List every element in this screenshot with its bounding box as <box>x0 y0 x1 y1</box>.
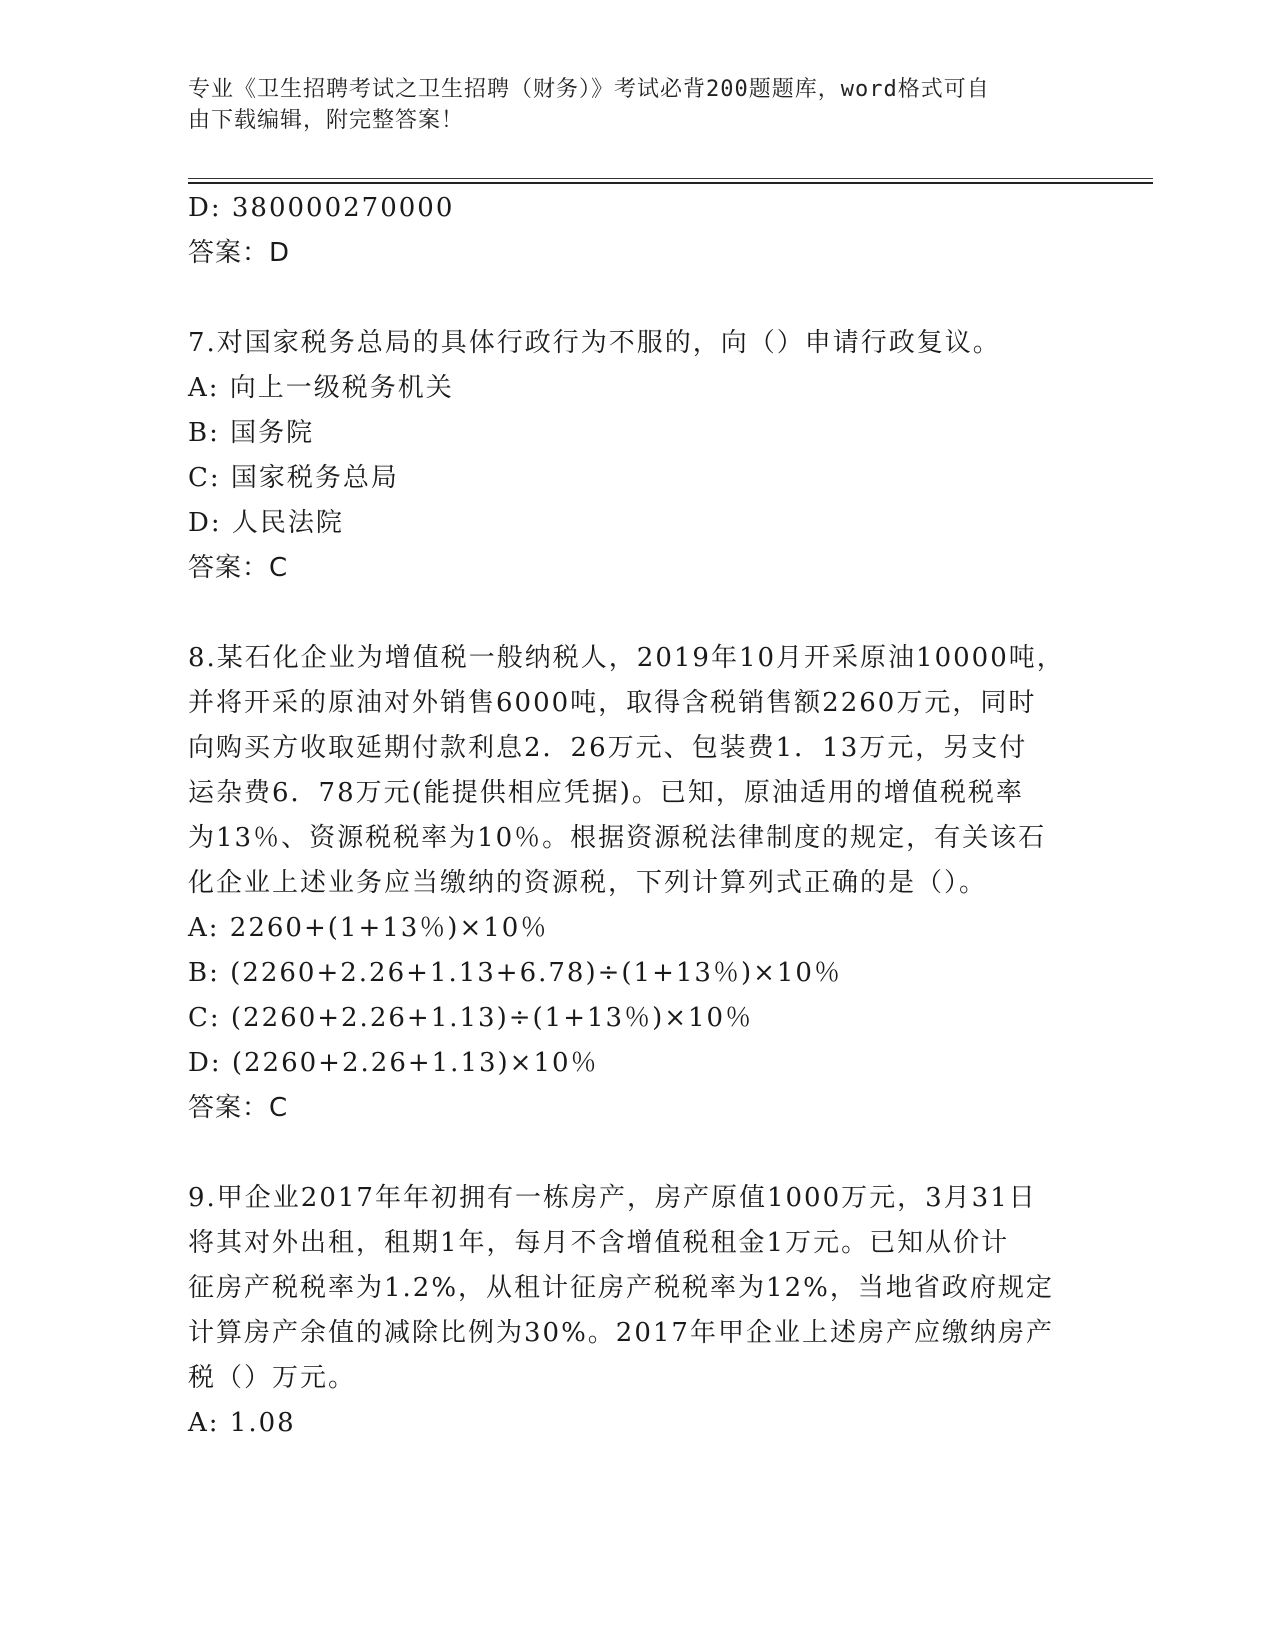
option-b: B: (2260+2.26+1.13+6.78)÷(1+13％)×10％ <box>188 958 842 988</box>
document-header <box>188 74 1068 136</box>
spacer <box>188 591 1088 636</box>
question-stem-line: 8.某石化企业为增值税一般纳税人，2019年10月开采原油10000吨， <box>188 643 1065 673</box>
option-c: C: 国家税务总局 <box>188 463 399 493</box>
header-line-2: 由下载编辑，附完整答案！ <box>188 108 465 133</box>
question-stem-line: 征房产税税率为1.2%，从租计征房产税税率为12%，当地省政府规定 <box>188 1273 1054 1303</box>
question-stem-line: 向购买方收取延期付款利息2．26万元、包装费1．13万元，另支付 <box>188 733 1028 763</box>
question-stem-line: 为13％、资源税税率为10％。根据资源税法律制度的规定，有关该石 <box>188 823 1047 853</box>
option-a: A: 2260+(1+13％)×10％ <box>188 913 549 943</box>
option-d: D: 人民法院 <box>188 508 344 538</box>
question-stem-line: 运杂费6．78万元(能提供相应凭据)。已知，原油适用的增值税税率 <box>188 778 1024 808</box>
answer-line: 答案：D <box>188 238 291 268</box>
answer-line: 答案：C <box>188 553 289 583</box>
question-8 <box>188 636 1088 1131</box>
question-7 <box>188 321 1088 591</box>
option-b: B: 国务院 <box>188 418 315 448</box>
option-c: C: (2260+2.26+1.13)÷(1+13％)×10％ <box>188 1003 754 1033</box>
header-line-1: 专业《卫生招聘考试之卫生招聘（财务）》考试必背200题题库，word格式可自 <box>188 77 990 102</box>
spacer <box>188 276 1088 321</box>
question-stem-line: 9.甲企业2017年年初拥有一栋房产，房产原值1000万元，3月31日 <box>188 1183 1037 1213</box>
answer-line: 答案：C <box>188 1093 289 1123</box>
question-stem-line: 将其对外出租，租期1年，每月不含增值税租金1万元。已知从价计 <box>188 1228 1010 1258</box>
question-9 <box>188 1176 1088 1446</box>
question-stem-line: 税（）万元。 <box>188 1363 357 1393</box>
document-body <box>188 186 1088 1446</box>
header-divider-thin <box>188 178 1153 179</box>
question-stem-line: 并将开采的原油对外销售6000吨，取得含税销售额2260万元，同时 <box>188 688 1037 718</box>
option-d: D: 380000270000 <box>188 193 455 223</box>
option-a: A: 1.08 <box>188 1408 296 1438</box>
question-stem-line: 计算房产余值的减除比例为30%。2017年甲企业上述房产应缴纳房产 <box>188 1318 1054 1348</box>
spacer <box>188 1131 1088 1176</box>
header-divider-thick <box>188 182 1153 184</box>
question-stem: 7.对国家税务总局的具体行政行为不服的，向（）申请行政复议。 <box>188 328 1001 358</box>
question-stem-line: 化企业上述业务应当缴纳的资源税，下列计算列式正确的是（）。 <box>188 868 988 898</box>
option-a: A: 向上一级税务机关 <box>188 373 454 403</box>
option-d: D: (2260+2.26+1.13)×10％ <box>188 1048 599 1078</box>
question-6 <box>188 186 1088 276</box>
